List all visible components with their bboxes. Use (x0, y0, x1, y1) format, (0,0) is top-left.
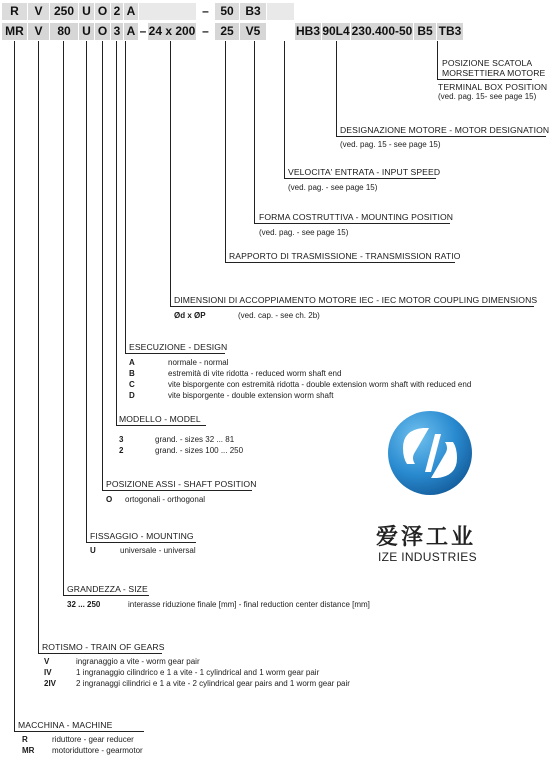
design-desc: vite bisporgente con estremità ridotta - double extension worm shaft with reduced end (168, 380, 472, 389)
model-desc: grand. - sizes 32 ... 81 (155, 435, 235, 444)
connector-line (437, 41, 438, 79)
terminal-box-ref: (ved. pag. 15- see page 15) (438, 92, 537, 101)
connector-line (336, 136, 546, 137)
code-cell: 2 (111, 3, 123, 20)
mounting-position-ref: (ved. pag. - see page 15) (259, 228, 349, 237)
design-desc: vite bisporgente - double extension worm shaft (168, 391, 334, 400)
design-code: D (129, 391, 135, 400)
connector-line (63, 595, 149, 596)
design-title: ESECUZIONE - DESIGN (129, 342, 228, 352)
machine-code: MR (22, 746, 35, 755)
connector-line (38, 41, 39, 653)
code-cell: A (124, 3, 138, 20)
code-cell: TB3 (438, 24, 462, 38)
code-cell: B3 (240, 3, 266, 20)
train-code: V (44, 657, 50, 666)
connector-line (284, 41, 285, 178)
code-cell: O (95, 23, 110, 40)
terminal-box-title-en: TERMINAL BOX POSITION (438, 82, 548, 92)
size-title: GRANDEZZA - SIZE (67, 584, 148, 594)
code-cell: A (124, 23, 138, 40)
connector-line (63, 41, 64, 595)
design-desc: estremità di vite ridotta - reduced worm shaft end (168, 369, 342, 378)
terminal-box-title-it-2: MORSETTIERA MOTORE (442, 68, 546, 78)
machine-desc: riduttore - gear reducer (52, 735, 134, 744)
design-desc: normale - normal (168, 358, 229, 367)
shaft-position-code: O (106, 495, 113, 504)
connector-line (86, 41, 87, 542)
code-cell (267, 3, 294, 20)
train-desc: ingranaggio a vite - worm gear pair (76, 657, 200, 666)
code-cell: U (79, 3, 94, 20)
connector-line (170, 41, 171, 306)
code-cell: O (95, 3, 110, 20)
connector-line (437, 79, 532, 80)
mounting-desc: universale - universal (120, 546, 196, 555)
code-cell: – (202, 4, 209, 18)
code-cell: – (202, 24, 209, 38)
design-code: C (129, 380, 135, 389)
train-code: 2IV (44, 679, 57, 688)
code-cell: U (79, 23, 94, 40)
input-speed-title: VELOCITA' ENTRATA - INPUT SPEED (288, 167, 441, 177)
connector-line (336, 41, 337, 136)
code-cell: R (2, 3, 27, 20)
input-speed-ref: (ved. pag. - see page 15) (288, 183, 378, 192)
company-name-en: IZE INDUSTRIES (378, 550, 477, 564)
code-cell: B5 (414, 23, 436, 40)
model-title: MODELLO - MODEL (119, 414, 201, 424)
connector-line (254, 223, 450, 224)
connector-line (116, 41, 117, 425)
train-title: ROTISMO - TRAIN OF GEARS (42, 642, 165, 652)
motor-designation-title: DESIGNAZIONE MOTORE - MOTOR DESIGNATION (340, 125, 550, 135)
code-cell: 230.400-50 (351, 24, 413, 38)
design-code: A (129, 358, 135, 367)
shaft-position-desc: ortogonali - orthogonal (125, 495, 206, 504)
shaft-position-title: POSIZIONE ASSI - SHAFT POSITION (106, 479, 257, 489)
size-code: 32 ... 250 (67, 600, 101, 609)
mounting-code: U (90, 546, 96, 555)
connector-line (125, 41, 126, 353)
code-cell: 80 (50, 23, 78, 40)
code-cell: V (28, 3, 49, 20)
code-cell: – (139, 24, 147, 38)
connector-line (102, 41, 103, 490)
connector-line (102, 490, 252, 491)
size-desc: interasse riduzione finale [mm] - final reduction center distance [mm] (128, 600, 370, 609)
coupling-code: Ød x ØP (174, 311, 206, 320)
code-cell: HB3 (295, 24, 320, 38)
transmission-ratio-title: RAPPORTO DI TRASMISSIONE - TRANSMISSION RATIO (229, 251, 461, 261)
train-desc: 2 ingranaggi cilindrici e 1 a vite - 2 cylindrical gear pairs and 1 worm gear pair (76, 679, 350, 688)
code-cell: 50 (215, 3, 239, 20)
machine-title: MACCHINA - MACHINE (18, 720, 113, 730)
model-code: 3 (119, 435, 124, 444)
machine-code: R (22, 735, 28, 744)
design-code: B (129, 369, 135, 378)
code-cell: V5 (240, 23, 266, 40)
model-code: 2 (119, 446, 124, 455)
connector-line (14, 41, 15, 731)
code-cell: 90L4 (322, 24, 350, 38)
machine-desc: motoriduttore - gearmotor (52, 746, 143, 755)
code-cell: V (28, 23, 49, 40)
mounting-position-title: FORMA COSTRUTTIVA - MOUNTING POSITION (259, 212, 454, 222)
connector-line (170, 306, 534, 307)
connector-line (38, 653, 162, 654)
mounting-title: FISSAGGIO - MOUNTING (90, 531, 194, 541)
connector-line (116, 425, 206, 426)
code-cell: MR (2, 23, 27, 40)
code-cell: 24 x 200 (148, 24, 196, 38)
terminal-box-title-it-1: POSIZIONE SCATOLA (442, 58, 533, 68)
connector-line (254, 41, 255, 223)
company-name-cn: 爱泽工业 (376, 525, 477, 550)
connector-line (225, 41, 226, 262)
coupling-title: DIMENSIONI DI ACCOPPIAMENTO MOTORE IEC - IEC MOTOR COUPLING DIMENSIONS (174, 295, 538, 305)
connector-line (125, 353, 225, 354)
connector-line (86, 542, 196, 543)
train-code: IV (44, 668, 52, 677)
model-desc: grand. - sizes 100 ... 250 (155, 446, 244, 455)
code-cell: 250 (50, 3, 78, 20)
motor-designation-ref: (ved. pag. 15 - see page 15) (340, 140, 441, 149)
code-cell (139, 3, 196, 20)
company-logo-icon (385, 408, 475, 498)
connector-line (284, 178, 436, 179)
code-cell: 3 (111, 23, 123, 40)
connector-line (225, 262, 455, 263)
code-cell: 25 (215, 23, 239, 40)
coupling-ref: (ved. cap. - see ch. 2b) (238, 311, 320, 320)
connector-line (14, 731, 144, 732)
train-desc: 1 ingranaggio cilindrico e 1 a vite - 1 cylindrical and 1 worm gear pair (76, 668, 320, 677)
